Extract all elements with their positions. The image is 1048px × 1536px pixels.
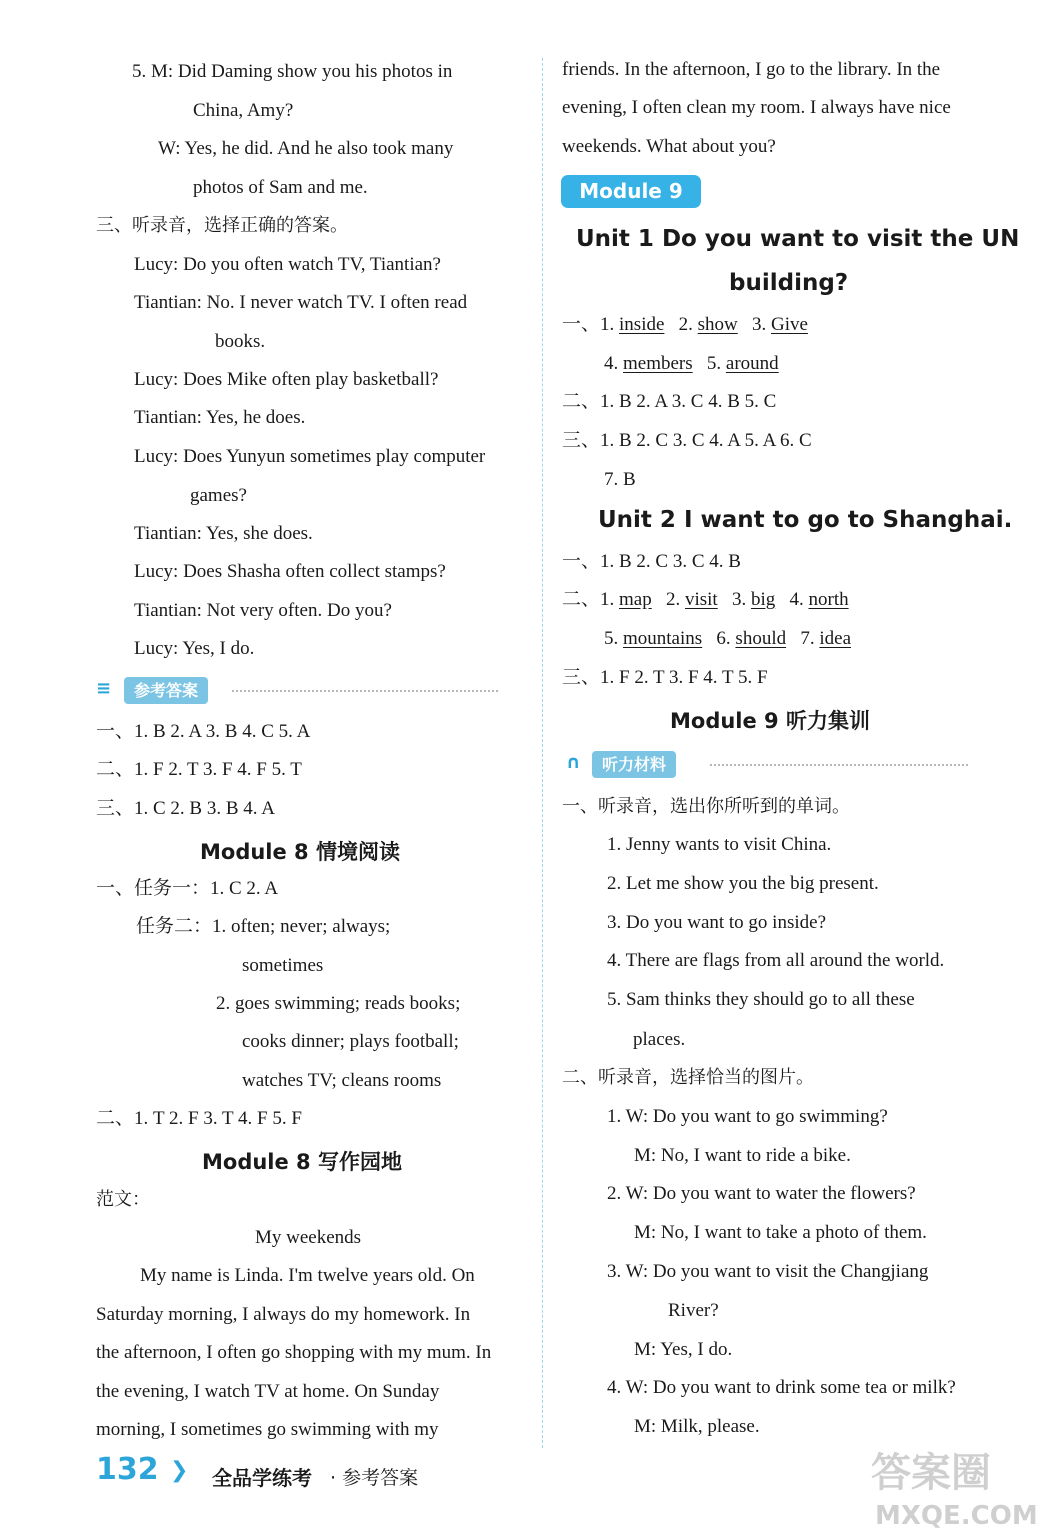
unit-heading: Unit 1 Do you want to visit the UN [576, 226, 1020, 252]
answer-line: 二、1. map 2. visit 3. big 4. north [562, 589, 849, 610]
answer-line: sometimes [242, 955, 324, 976]
script-line: M: No, I want to take a photo of them. [634, 1222, 927, 1243]
essay-line: morning, I sometimes go swimming with my [96, 1419, 439, 1440]
dialog-line: Tiantian: Yes, he does. [134, 407, 306, 428]
watermark-logo [863, 1440, 1038, 1530]
answer-line: 三、1. C 2. B 3. B 4. A [96, 798, 275, 819]
dialog-line: Lucy: Does Shasha often collect stamps? [134, 561, 446, 582]
answer-line: 二、1. B 2. A 3. C 4. B 5. C [562, 391, 777, 412]
answer-line: 二、1. F 2. T 3. F 4. F 5. T [96, 759, 302, 780]
answer-line: 一、1. B 2. C 3. C 4. B [562, 551, 741, 572]
module-heading: Module 8 写作园地 [202, 1150, 402, 1174]
dialog-line: W: Yes, he did. And he also took many [158, 138, 454, 159]
answer-line: 2. goes swimming; reads books; [216, 993, 461, 1014]
answer-line: 5. mountains 6. should 7. idea [604, 628, 852, 649]
essay-line: My name is Linda. I'm twelve years old. On [140, 1265, 475, 1286]
dialog-line: games? [190, 485, 247, 506]
dialog-line: Lucy: Does Mike often play basketball? [134, 369, 439, 390]
dialog-line: Lucy: Do you often watch TV, Tiantian? [134, 254, 441, 275]
tag-divider [232, 690, 498, 692]
answer-key-tag: 参考答案 [124, 677, 208, 704]
sample-label: 范文： [96, 1189, 150, 1210]
listening-material-tag: 听力材料 [592, 751, 676, 778]
essay-line: evening, I often clean my room. I always have nice [562, 97, 951, 118]
unit-heading: building? [729, 270, 849, 296]
module-heading: Module 9 听力集训 [670, 709, 870, 733]
script-line: 2. Let me show you the big present. [607, 873, 879, 894]
answer-line: 4. members 5. around [604, 353, 779, 374]
script-line: 4. There are flags from all around the world. [607, 950, 945, 971]
script-line: River? [668, 1300, 719, 1321]
answer-line: 7. B [604, 469, 636, 490]
dialog-line: Lucy: Does Yunyun sometimes play computer [134, 446, 486, 467]
watermark-bottom: MXQE.COM [875, 1501, 1038, 1530]
tag-divider [710, 764, 968, 766]
answer-line: 一、1. B 2. A 3. B 4. C 5. A [96, 721, 311, 742]
footer-subtitle: · 参考答案 [330, 1467, 419, 1489]
chevron-right-icon: ❯ [170, 1458, 189, 1483]
dialog-line: Tiantian: No. I never watch TV. I often read [134, 292, 468, 313]
answer-line: 二、1. T 2. F 3. T 4. F 5. F [96, 1108, 302, 1129]
page-number: 132 [96, 1452, 159, 1487]
essay-line: Saturday morning, I always do my homework. In [96, 1304, 471, 1325]
script-line: 3. W: Do you want to visit the Changjiang [607, 1261, 929, 1282]
script-line: 3. Do you want to go inside? [607, 912, 827, 933]
dialog-line: 5. M: Did Daming show you his photos in [132, 61, 453, 82]
section-title: 二、听录音，选择恰当的图片。 [562, 1067, 814, 1088]
essay-line: friends. In the afternoon, I go to the library. In the [562, 59, 941, 80]
script-line: 4. W: Do you want to drink some tea or milk? [607, 1377, 956, 1398]
answer-line: 三、1. F 2. T 3. F 4. T 5. F [562, 667, 768, 688]
section-title: 一、听录音，选出你所听到的单词。 [562, 796, 850, 817]
script-line: 1. W: Do you want to go swimming? [607, 1106, 888, 1127]
headphones-icon: ∩ [566, 752, 581, 773]
answer-line: watches TV; cleans rooms [242, 1070, 442, 1091]
script-line: 2. W: Do you want to water the flowers? [607, 1183, 916, 1204]
essay-title: My weekends [255, 1227, 362, 1248]
section-title: 三、听录音，选择正确的答案。 [96, 215, 348, 236]
dialog-line: China, Amy? [193, 100, 294, 121]
dialog-line: photos of Sam and me. [193, 177, 368, 198]
essay-line: the evening, I watch TV at home. On Sunday [96, 1381, 440, 1402]
answer-line: 任务二：1. often; never; always; [136, 916, 391, 937]
essay-line: weekends. What about you? [562, 136, 776, 157]
column-divider [542, 58, 543, 1448]
answer-line: 三、1. B 2. C 3. C 4. A 5. A 6. C [562, 430, 812, 451]
module-badge: Module 9 [561, 175, 701, 208]
answer-line: 一、1. inside 2. show 3. Give [562, 314, 808, 335]
dialog-line: Lucy: Yes, I do. [134, 638, 255, 659]
answer-key-icon: ≡ [96, 678, 112, 699]
script-line: 5. Sam thinks they should go to all these [607, 989, 915, 1010]
watermark-top: 答案圈 [871, 1450, 991, 1496]
script-line: M: Yes, I do. [634, 1339, 733, 1360]
dialog-line: books. [215, 331, 266, 352]
dialog-line: Tiantian: Yes, she does. [134, 523, 313, 544]
answer-line: 一、任务一：1. C 2. A [96, 878, 279, 899]
script-line: places. [633, 1029, 686, 1050]
essay-line: the afternoon, I often go shopping with my mum. In [96, 1342, 492, 1363]
unit-heading: Unit 2 I want to go to Shanghai. [598, 507, 1013, 533]
brand-name: 全品学练考 [212, 1466, 312, 1490]
script-line: 1. Jenny wants to visit China. [607, 834, 832, 855]
script-line: M: No, I want to ride a bike. [634, 1145, 851, 1166]
module-heading: Module 8 情境阅读 [200, 840, 400, 864]
dialog-line: Tiantian: Not very often. Do you? [134, 600, 392, 621]
answer-line: cooks dinner; plays football; [242, 1031, 459, 1052]
script-line: M: Milk, please. [634, 1416, 760, 1437]
